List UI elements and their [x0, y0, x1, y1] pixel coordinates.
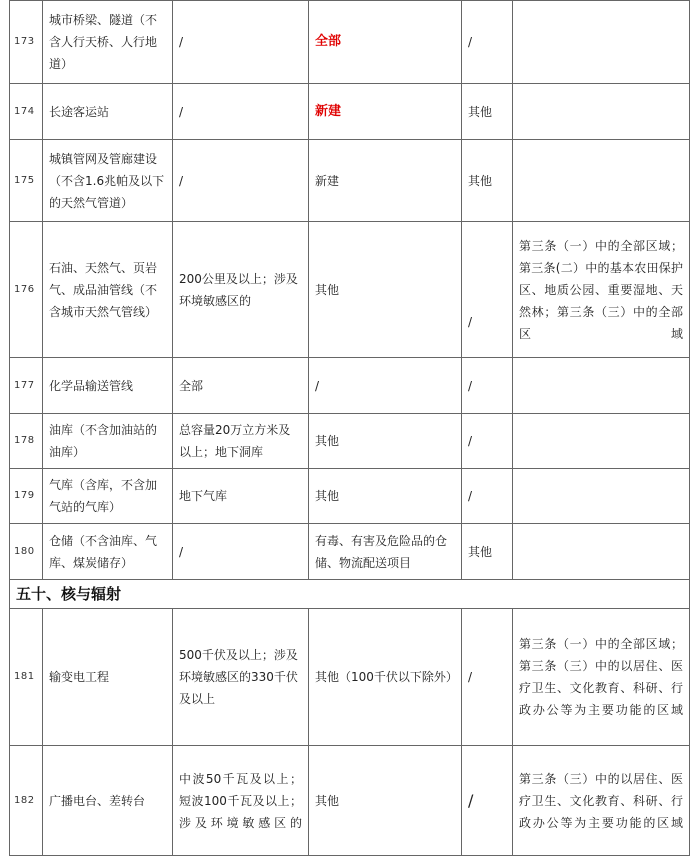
row-number: 182: [10, 746, 43, 856]
table-row: [10, 1, 690, 84]
registration-criteria: 其他: [462, 140, 513, 222]
regulation-table: [9, 0, 690, 856]
report-form-criteria: 其他: [309, 469, 462, 524]
row-number: 173: [10, 1, 43, 84]
table-row: [10, 358, 690, 414]
registration-criteria: /: [462, 1, 513, 84]
report-book-criteria: 200公里及以上；涉及环境敏感区的: [173, 222, 309, 358]
row-number: 174: [10, 84, 43, 140]
row-number: 177: [10, 358, 43, 414]
report-book-criteria: 地下气库: [173, 469, 309, 524]
sensitive-area: [513, 84, 690, 140]
section-title: 五十、核与辐射: [10, 580, 690, 609]
table-row: [10, 140, 690, 222]
table-row: [10, 414, 690, 469]
project-name: 广播电台、差转台: [43, 746, 173, 856]
report-book-criteria: /: [173, 84, 309, 140]
report-book-criteria: /: [173, 1, 309, 84]
report-form-criteria: 其他: [309, 746, 462, 856]
registration-criteria: /: [462, 222, 513, 358]
row-number: 176: [10, 222, 43, 358]
report-form-criteria: 新建: [309, 84, 462, 140]
project-name: 长途客运站: [43, 84, 173, 140]
registration-criteria: /: [462, 609, 513, 746]
table-row: [10, 609, 690, 746]
project-name: 石油、天然气、页岩气、成品油管线（不含城市天然气管线）: [43, 222, 173, 358]
row-number: 175: [10, 140, 43, 222]
report-form-criteria: 新建: [309, 140, 462, 222]
row-number: 181: [10, 609, 43, 746]
project-name: 城市桥梁、隧道（不含人行天桥、人行地道）: [43, 1, 173, 84]
row-number: 178: [10, 414, 43, 469]
report-book-criteria: 总容量20万立方米及以上；地下洞库: [173, 414, 309, 469]
registration-criteria: /: [462, 746, 513, 856]
sensitive-area: 第三条（一）中的全部区域；第三条（三）中的以居住、医疗卫生、文化教育、科研、行政办公等为主要功能的区域: [513, 609, 690, 746]
project-name: 油库（不含加油站的油库）: [43, 414, 173, 469]
table-row: [10, 746, 690, 856]
report-form-criteria: /: [309, 358, 462, 414]
project-name: 城镇管网及管廊建设（不含1.6兆帕及以下的天然气管道）: [43, 140, 173, 222]
report-form-criteria: 其他: [309, 414, 462, 469]
sensitive-area: [513, 1, 690, 84]
sensitive-area: [513, 358, 690, 414]
registration-criteria: 其他: [462, 524, 513, 580]
report-form-criteria: 其他: [309, 222, 462, 358]
project-name: 输变电工程: [43, 609, 173, 746]
report-form-criteria: 其他（100千伏以下除外）: [309, 609, 462, 746]
registration-criteria: /: [462, 358, 513, 414]
report-book-criteria: 500千伏及以上；涉及环境敏感区的330千伏及以上: [173, 609, 309, 746]
report-form-criteria: 有毒、有害及危险品的仓储、物流配送项目: [309, 524, 462, 580]
sensitive-area: [513, 469, 690, 524]
table-row: [10, 84, 690, 140]
sensitive-area: [513, 524, 690, 580]
project-name: 仓储（不含油库、气库、煤炭储存）: [43, 524, 173, 580]
report-book-criteria: 全部: [173, 358, 309, 414]
report-book-criteria: 中波50千瓦及以上；短波100千瓦及以上；涉及环境敏感区的: [173, 746, 309, 856]
section-header-row: [10, 580, 690, 609]
report-form-criteria: 全部: [309, 1, 462, 84]
table-row: [10, 469, 690, 524]
table-row: [10, 524, 690, 580]
project-name: 化学品输送管线: [43, 358, 173, 414]
sensitive-area: [513, 140, 690, 222]
sensitive-area: 第三条（三）中的以居住、医疗卫生、文化教育、科研、行政办公等为主要功能的区域: [513, 746, 690, 856]
registration-criteria: /: [462, 469, 513, 524]
report-book-criteria: /: [173, 524, 309, 580]
table-row: [10, 222, 690, 358]
row-number: 179: [10, 469, 43, 524]
registration-criteria: 其他: [462, 84, 513, 140]
registration-criteria: /: [462, 414, 513, 469]
report-book-criteria: /: [173, 140, 309, 222]
row-number: 180: [10, 524, 43, 580]
project-name: 气库（含库，不含加气站的气库）: [43, 469, 173, 524]
sensitive-area: [513, 414, 690, 469]
sensitive-area: 第三条（一）中的全部区域；第三条(二）中的基本农田保护区、地质公园、重要湿地、天然林；第三条（三）中的全部区域: [513, 222, 690, 358]
